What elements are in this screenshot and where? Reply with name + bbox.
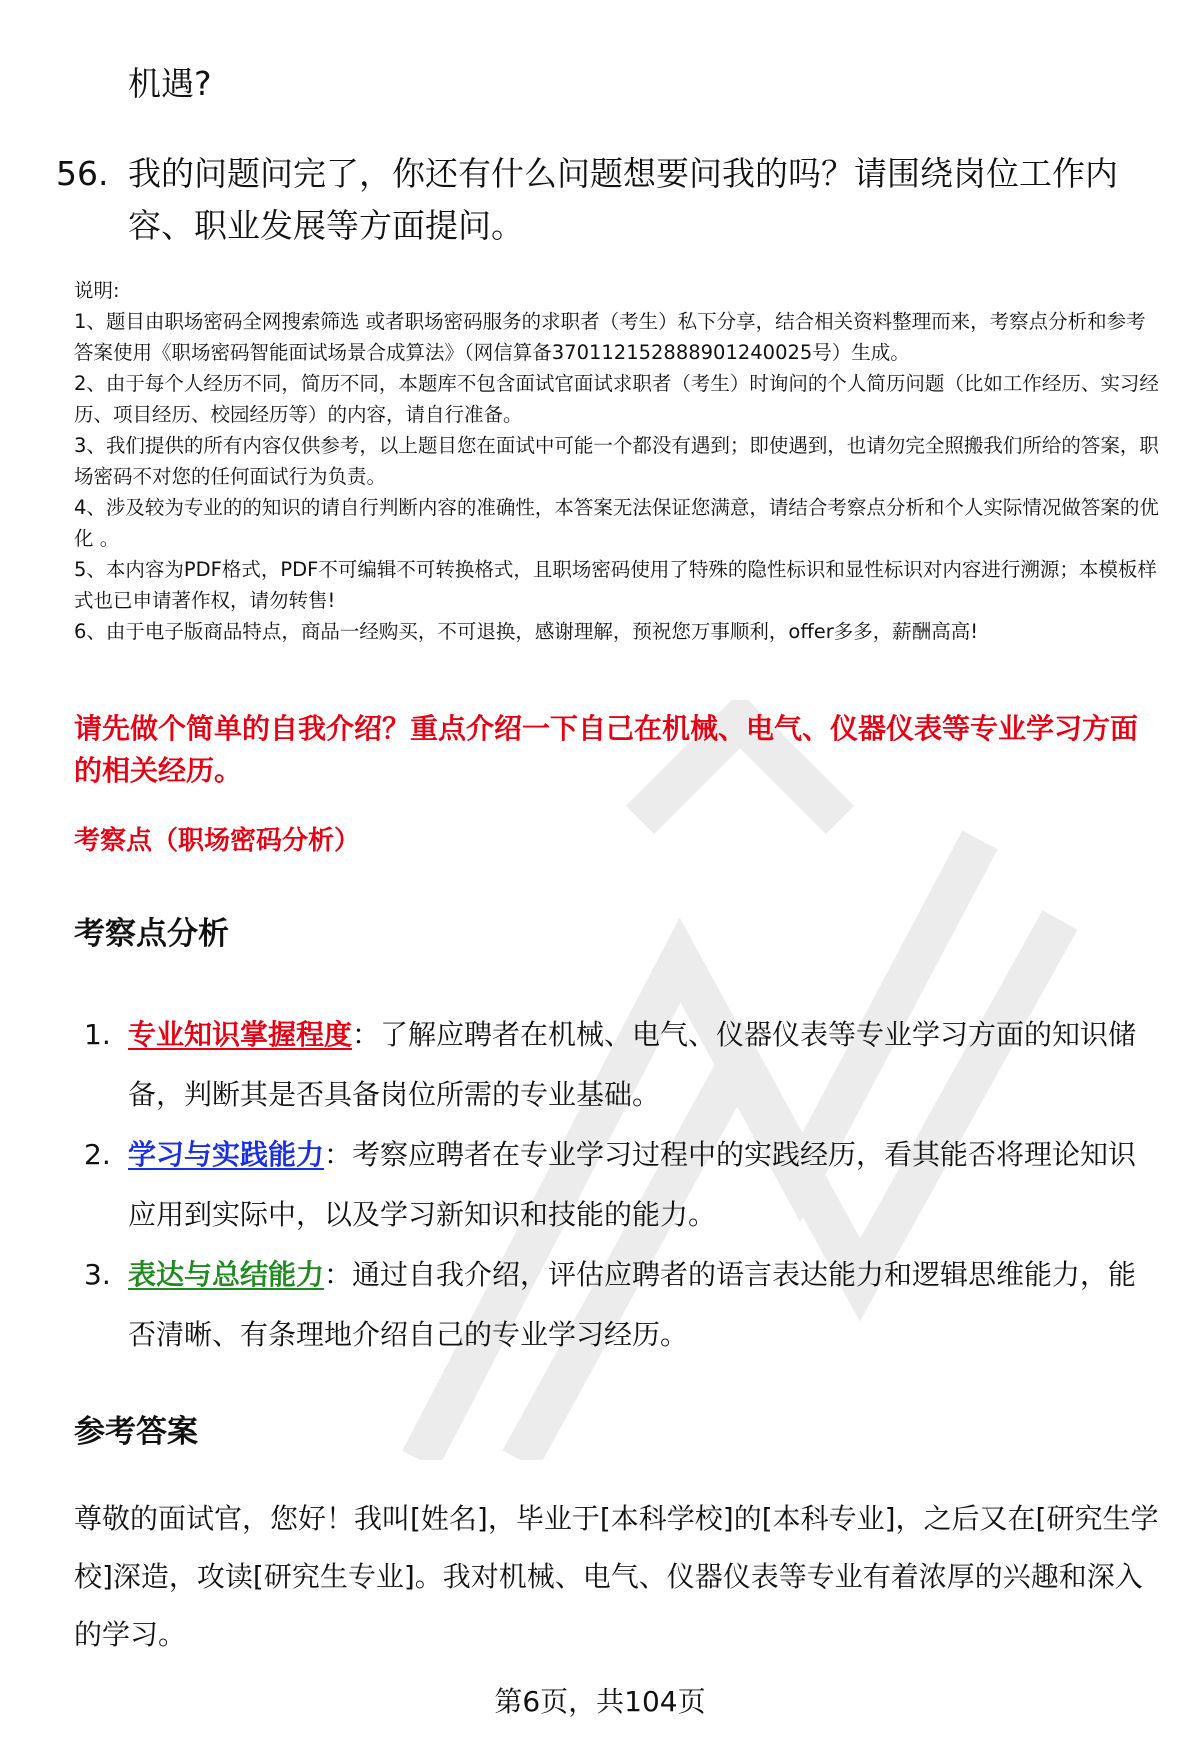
question-56 xyxy=(56,148,1156,252)
item-keyword: 专业知识掌握程度 xyxy=(128,1018,353,1051)
item-number: 2. xyxy=(84,1138,111,1171)
item-keyword: 学习与实践能力 xyxy=(128,1138,325,1171)
note-item: 2、由于每个人经历不同，简历不同，本题库不包含面试官面试求职者（考生）时询问的个人简历问题（比如工作经历、实习经历、项目经历、校园经历等）的内容，请自行准备。 xyxy=(74,372,1159,426)
note-item: 3、我们提供的所有内容仅供参考，以上题目您在面试中可能一个都没有遇到；即使遇到，也请勿完全照搬我们所给的答案，职场密码不对您的任何面试行为负责。 xyxy=(74,434,1159,488)
note-item: 5、本内容为PDF格式，PDF不可编辑不可转换格式，且职场密码使用了特殊的隐性标识和显性标识对内容进行溯源；本模板样式也已申请著作权，请勿转售! xyxy=(74,558,1157,612)
featured-subtitle: 考察点（职场密码分析） xyxy=(74,826,361,856)
disclaimer-notes xyxy=(74,275,1164,647)
question-text: 我的问题问完了，你还有什么问题想要问我的吗？请围绕岗位工作内容、职业发展等方面提问。 xyxy=(128,154,1118,245)
page-footer: 第6页，共104页 xyxy=(494,1685,706,1718)
answer-heading: 参考答案 xyxy=(74,1414,198,1450)
analysis-item xyxy=(84,1245,1164,1365)
item-text: ：通过自我介绍，评估应聘者的语言表达能力和逻辑思维能力，能否清晰、有条理地介绍自己的专业学习经历。 xyxy=(128,1258,1137,1351)
analysis-item xyxy=(84,1005,1164,1125)
analysis-list xyxy=(84,1005,1164,1365)
analysis-item xyxy=(84,1125,1164,1245)
note-item: 6、由于电子版商品特点，商品一经购买，不可退换，感谢理解，预祝您万事顺利，offer多多，薪酬高高! xyxy=(74,620,979,643)
item-text: ：了解应聘者在机械、电气、仪器仪表等专业学习方面的知识储备，判断其是否具备岗位所需的专业基础。 xyxy=(128,1018,1137,1111)
question-number: 56. xyxy=(56,154,109,193)
item-number: 1. xyxy=(84,1018,111,1051)
item-number: 3. xyxy=(84,1258,111,1291)
note-item: 1、题目由职场密码全网搜索筛选 或者职场密码服务的求职者（考生）私下分享，结合相关资料整理而来，考察点分析和参考答案使用《职场密码智能面试场景合成算法》（网信算备370112152888901240025号）生成。 xyxy=(74,310,1146,364)
previous-question-tail: 机遇? xyxy=(128,64,212,103)
featured-question: 请先做个简单的自我介绍？重点介绍一下自己在机械、电气、仪器仪表等专业学习方面的相关经历。 xyxy=(74,712,1139,787)
note-item: 4、涉及较为专业的的知识的请自行判断内容的准确性，本答案无法保证您满意，请结合考察点分析和个人实际情况做答案的优化 。 xyxy=(74,496,1159,550)
item-keyword: 表达与总结能力 xyxy=(128,1258,325,1291)
analysis-heading: 考察点分析 xyxy=(74,916,229,952)
notes-title: 说明: xyxy=(74,279,120,302)
answer-text: 尊敬的面试官，您好！我叫[姓名]，毕业于[本科学校]的[本科专业]，之后又在[研究生学校]深造，攻读[研究生专业]。我对机械、电气、仪器仪表等专业有着浓厚的兴趣和深入的学习。 xyxy=(74,1502,1159,1651)
item-text: ：考察应聘者在专业学习过程中的实践经历，看其能否将理论知识应用到实际中，以及学习新知识和技能的能力。 xyxy=(128,1138,1137,1231)
